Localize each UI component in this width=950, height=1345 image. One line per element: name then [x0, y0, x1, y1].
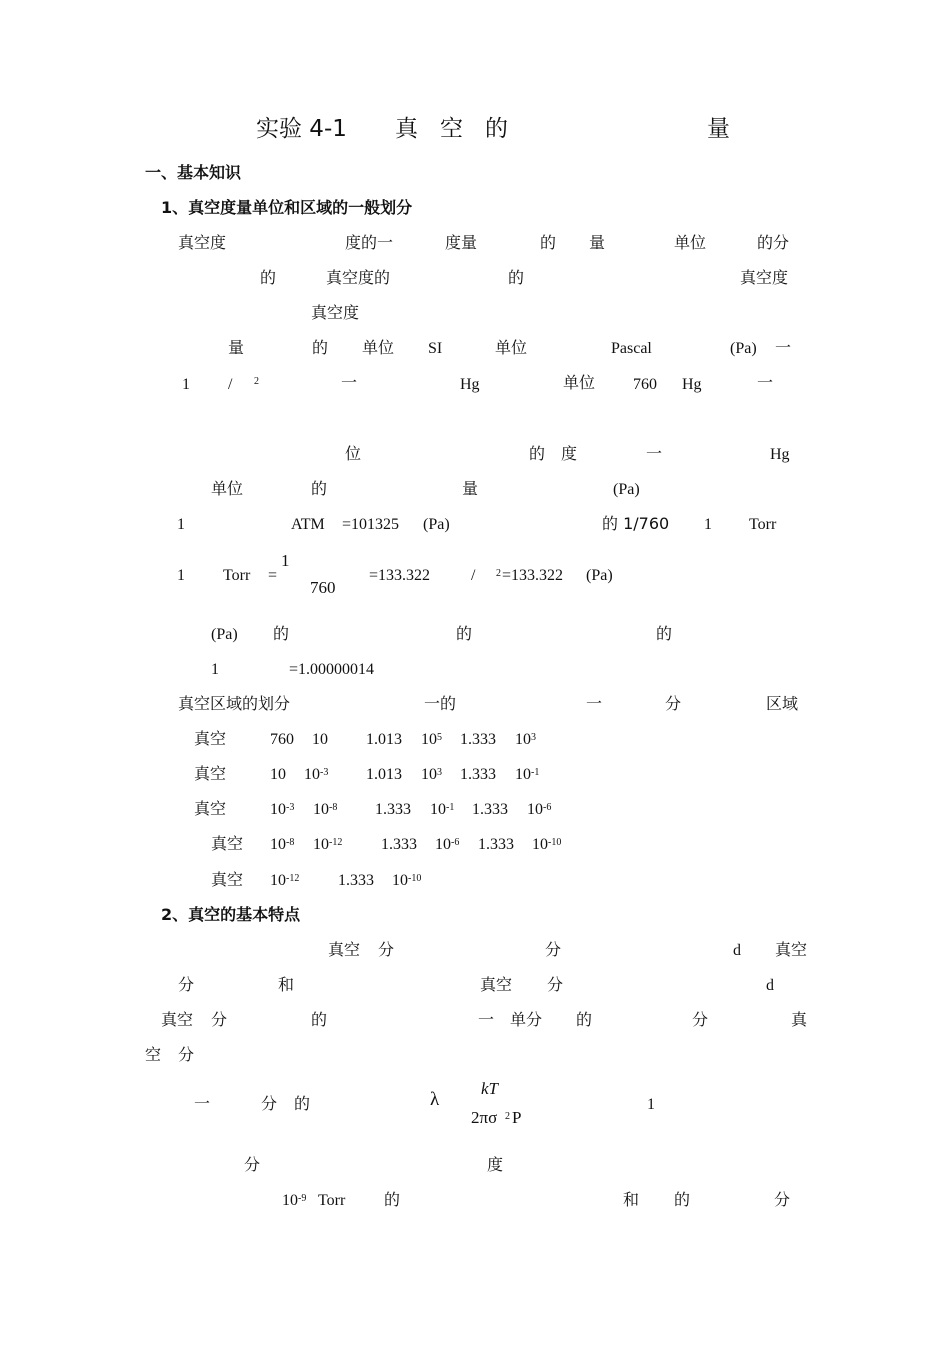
- subsection-heading: 1、真空度量单位和区域的一般划分: [161, 198, 413, 217]
- text-fragment: 1.013: [366, 766, 402, 783]
- text-fragment: 1.013: [366, 731, 402, 748]
- text-fragment: 760: [633, 376, 657, 393]
- text-fragment: Torr: [749, 516, 777, 533]
- text-fragment: 1.333: [375, 801, 411, 818]
- text-fragment: 的 1/760: [602, 514, 670, 533]
- zone-label: 真空: [211, 870, 244, 889]
- text-fragment: 10: [527, 801, 543, 818]
- superscript: -1: [531, 767, 540, 778]
- text-fragment: 分: [211, 1010, 228, 1029]
- text-fragment: 的: [456, 624, 473, 643]
- text-fragment: 分: [178, 1045, 195, 1064]
- text-fragment: 单位: [563, 373, 596, 392]
- title-main: 实验 4-1: [256, 116, 347, 142]
- text-fragment: 10: [435, 836, 451, 853]
- superscript: -3: [320, 767, 329, 778]
- superscript: -6: [451, 837, 460, 848]
- title-char-4: 量: [707, 116, 730, 142]
- text-fragment: 真空: [328, 940, 361, 959]
- text-fragment: 10: [430, 801, 446, 818]
- text-fragment: 一: [646, 444, 663, 463]
- text-fragment: 的: [312, 338, 329, 357]
- text-fragment: 单分: [510, 1010, 543, 1029]
- text-fragment: 和: [278, 975, 295, 994]
- text-fragment: (Pa): [586, 567, 613, 584]
- text-fragment: 10: [270, 801, 286, 818]
- superscript: -8: [286, 837, 295, 848]
- text-fragment: 10: [532, 836, 548, 853]
- text-fragment: 分: [547, 975, 564, 994]
- superscript: -8: [329, 802, 338, 813]
- text-fragment: 一: [341, 373, 358, 392]
- text-fragment: d: [766, 977, 774, 994]
- text-fragment: P: [512, 1108, 522, 1127]
- text-fragment: 一: [586, 694, 603, 713]
- title-char-1: 真: [395, 116, 418, 142]
- text-fragment: 真空: [775, 940, 808, 959]
- text-fragment: 10: [313, 836, 329, 853]
- text-fragment: 10: [282, 1192, 298, 1209]
- superscript: 3: [531, 732, 536, 743]
- text-fragment: 真空度的: [326, 268, 391, 287]
- text-fragment: 一的: [424, 694, 457, 713]
- text-fragment: 10: [313, 801, 329, 818]
- text-fragment: =1.00000014: [289, 661, 375, 678]
- superscript: -9: [298, 1193, 307, 1204]
- text-fragment: (Pa): [730, 340, 757, 357]
- superscript: -6: [543, 802, 552, 813]
- lambda-symbol: λ: [430, 1089, 440, 1110]
- text-fragment: SI: [428, 340, 443, 357]
- fraction-numerator: 1: [281, 551, 290, 570]
- text-fragment: 1.333: [472, 801, 508, 818]
- superscript: 2: [505, 1111, 510, 1122]
- text-fragment: 10: [421, 731, 437, 748]
- zone-label: 真空: [211, 834, 244, 853]
- text-fragment: 真: [791, 1010, 808, 1029]
- text-fragment: 度量: [445, 233, 478, 252]
- text-fragment: ATM: [291, 516, 325, 533]
- text-fragment: 度: [561, 444, 578, 463]
- text-fragment: 真空: [161, 1010, 194, 1029]
- text-fragment: 分: [774, 1190, 791, 1209]
- superscript: -10: [548, 837, 562, 848]
- title-char-3: 的: [485, 116, 508, 142]
- subsection-heading: 2、真空的基本特点: [161, 905, 301, 924]
- text-fragment: 单位: [495, 338, 528, 357]
- text-fragment: 单位: [362, 338, 395, 357]
- text-fragment: 分: [378, 940, 395, 959]
- text-fragment: 10: [312, 731, 328, 748]
- text-fragment: 真空度: [740, 268, 789, 287]
- text-fragment: 分: [692, 1010, 709, 1029]
- text-fragment: 分: [665, 694, 682, 713]
- title-char-2: 空: [440, 116, 463, 142]
- section-heading: 一、基本知识: [145, 163, 242, 182]
- text-fragment: 760: [270, 731, 294, 748]
- superscript: 2: [496, 568, 501, 579]
- text-fragment: 1.333: [478, 836, 514, 853]
- zone-label: 真空: [194, 799, 227, 818]
- text-fragment: 10: [392, 872, 408, 889]
- text-fragment: 空: [145, 1045, 162, 1064]
- text-fragment: 1: [182, 376, 190, 393]
- text-fragment: 真空度: [311, 303, 360, 322]
- text-fragment: 一: [478, 1010, 495, 1029]
- text-fragment: 10: [270, 766, 286, 783]
- fraction-numerator: kT: [481, 1079, 498, 1098]
- superscript: -3: [286, 802, 295, 813]
- zone-label: 真空: [194, 764, 227, 783]
- text-fragment: 1.333: [460, 731, 496, 748]
- text-fragment: 度的一: [345, 233, 394, 252]
- text-fragment: 的: [576, 1010, 593, 1029]
- text-fragment: 一: [775, 338, 792, 357]
- text-fragment: 的分: [757, 233, 790, 252]
- text-fragment: /: [471, 567, 476, 584]
- text-fragment: 1: [177, 516, 185, 533]
- text-fragment: 位: [345, 444, 362, 463]
- text-fragment: 的: [260, 268, 277, 287]
- text-fragment: 10: [304, 766, 320, 783]
- text-fragment: 10: [421, 766, 437, 783]
- text-fragment: 10: [515, 731, 531, 748]
- text-fragment: 的: [311, 1010, 328, 1029]
- text-fragment: /: [228, 376, 233, 393]
- text-fragment: 1.333: [338, 872, 374, 889]
- text-fragment: 一: [194, 1094, 211, 1113]
- fraction-denominator: 2πσ: [471, 1108, 498, 1127]
- text-fragment: 的: [311, 479, 328, 498]
- text-fragment: 度: [487, 1155, 504, 1174]
- superscript: 5: [437, 732, 442, 743]
- text-fragment: 的: [674, 1190, 691, 1209]
- text-fragment: 分: [545, 940, 562, 959]
- text-fragment: 真空区域的划分: [178, 694, 291, 713]
- text-fragment: 的: [540, 233, 557, 252]
- text-fragment: 10: [270, 872, 286, 889]
- text-fragment: =101325: [342, 516, 400, 533]
- text-fragment: d: [733, 942, 741, 959]
- text-fragment: 的: [508, 268, 525, 287]
- text-fragment: 1: [177, 567, 185, 584]
- superscript: -1: [446, 802, 455, 813]
- text-fragment: 1.333: [460, 766, 496, 783]
- text-fragment: =133.322: [502, 567, 564, 584]
- text-fragment: (Pa): [613, 481, 640, 498]
- text-fragment: 10: [515, 766, 531, 783]
- text-fragment: Torr: [223, 567, 251, 584]
- text-fragment: Hg: [682, 376, 702, 393]
- text-fragment: 的: [273, 624, 290, 643]
- text-fragment: 单位: [674, 233, 707, 252]
- text-fragment: =133.322: [369, 567, 431, 584]
- zone-label: 真空: [194, 729, 227, 748]
- equation-number: 1: [647, 1096, 655, 1113]
- text-fragment: 和: [623, 1190, 640, 1209]
- text-fragment: 量: [462, 479, 479, 498]
- text-fragment: 10: [270, 836, 286, 853]
- text-fragment: 量: [589, 233, 606, 252]
- text-fragment: Torr: [318, 1192, 346, 1209]
- superscript: 3: [437, 767, 442, 778]
- text-fragment: 分: [178, 975, 195, 994]
- text-fragment: 真空: [480, 975, 513, 994]
- text-fragment: 的: [529, 444, 546, 463]
- text-fragment: =: [268, 567, 278, 584]
- text-fragment: 量: [228, 338, 245, 357]
- superscript: 2: [254, 376, 259, 387]
- superscript: -10: [408, 873, 422, 884]
- text-fragment: 1.333: [381, 836, 417, 853]
- text-fragment: 的: [294, 1094, 311, 1113]
- superscript: -12: [329, 837, 343, 848]
- text-fragment: 的: [384, 1190, 401, 1209]
- text-fragment: (Pa): [423, 516, 450, 533]
- text-fragment: 的: [656, 624, 673, 643]
- superscript: -12: [286, 873, 300, 884]
- text-fragment: (Pa): [211, 626, 238, 643]
- text-fragment: 真空度: [178, 233, 227, 252]
- text-fragment: 分: [261, 1094, 278, 1113]
- text-fragment: 单位: [211, 479, 244, 498]
- text-fragment: 一: [757, 373, 774, 392]
- text-fragment: Hg: [460, 376, 480, 393]
- text-fragment: 区域: [766, 694, 799, 713]
- text-fragment: Hg: [770, 446, 790, 463]
- text-fragment: 1: [211, 661, 219, 678]
- text-fragment: 分: [244, 1155, 261, 1174]
- fraction-denominator: 760: [310, 578, 336, 597]
- text-fragment: Pascal: [611, 340, 652, 357]
- text-fragment: 1: [704, 516, 712, 533]
